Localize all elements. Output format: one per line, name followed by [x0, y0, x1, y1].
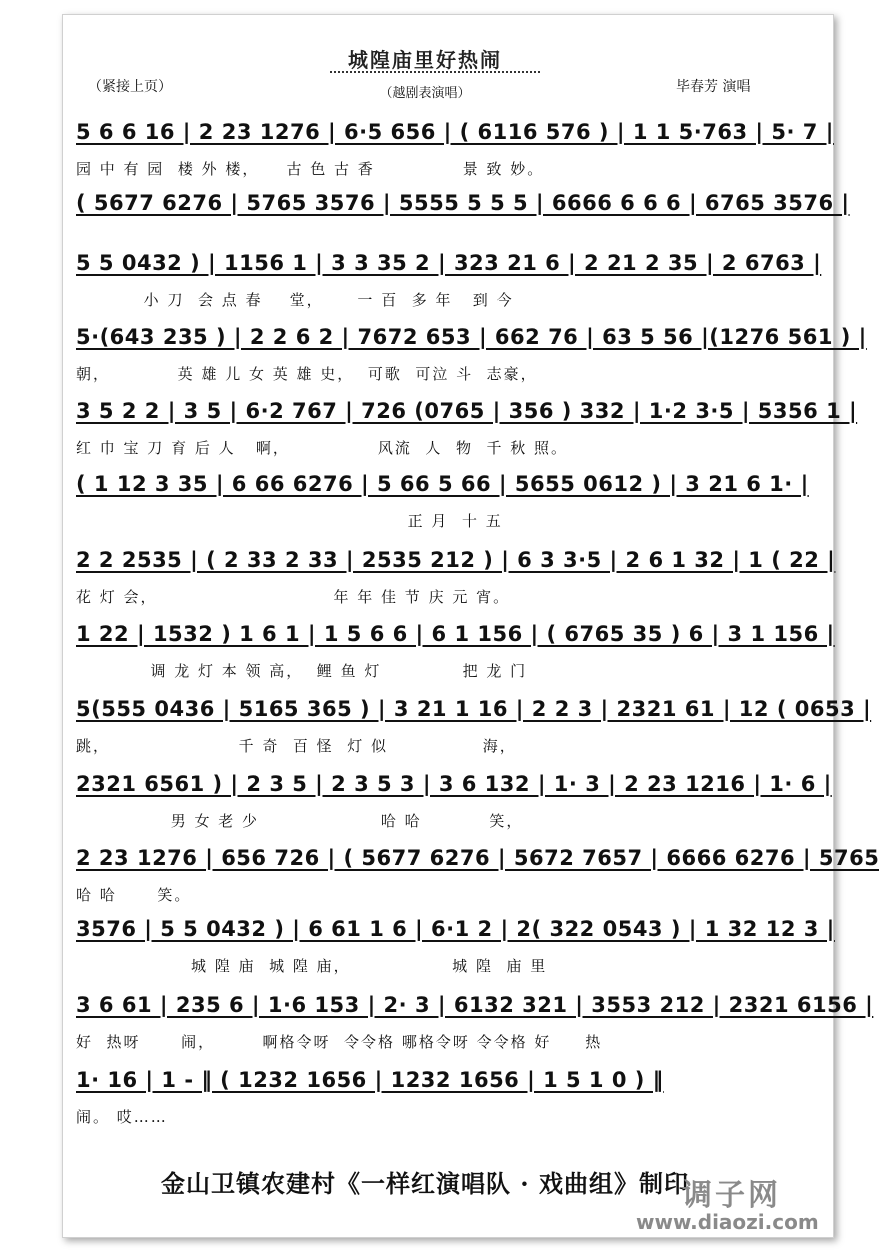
- score-line-6: [76, 472, 809, 544]
- lyrics: 正 月 十 五: [76, 512, 503, 530]
- singer-credit: 毕春芳 演唱: [676, 79, 751, 95]
- numbered-notation: 2 2 2535 | ( 2 33 2 33 | 2535 212 ) | 6 3 3·5 | 2 6 1 32 | 1 ( 22 |: [76, 548, 836, 572]
- score-line-9: [76, 697, 872, 769]
- lyrics: 花 灯 会， 年 年 佳 节 庆 元 宵。: [76, 588, 511, 606]
- numbered-notation: 5·(643 235 ) | 2 2 6 2 | 7672 653 | 662 76 | 63 5 56 |(1276 561 ) |: [76, 325, 867, 349]
- score-line-10: [76, 772, 832, 844]
- lyrics: 园 中 有 园 楼 外 楼， 古 色 古 香 景 致 妙。: [76, 160, 545, 178]
- lyrics: [76, 229, 788, 251]
- lyrics: 城 隍 庙 城 隍 庙， 城 隍 庙 里: [76, 957, 548, 975]
- score-line-3: [76, 251, 822, 323]
- numbered-notation: 3 5 2 2 | 3 5 | 6·2 767 | 726 (0765 | 356 ) 332 | 1·2 3·5 | 5356 1 |: [76, 399, 858, 423]
- score-line-8: [76, 622, 835, 694]
- lyrics: 男 女 老 少 哈 哈 笑，: [76, 812, 524, 830]
- numbered-notation: 3576 | 5 5 0432 ) | 6 61 1 6 | 6·1 2 | 2( 322 0543 ) | 1 32 12 3 |: [76, 917, 835, 941]
- numbered-notation: 2 23 1276 | 656 726 | ( 5677 6276 | 5672 7657 | 6666 6276 | 5765: [76, 846, 879, 870]
- lyrics: 哈 哈 笑。: [76, 886, 192, 904]
- numbered-notation: 3 6 61 | 235 6 | 1·6 153 | 2· 3 | 6132 321 | 3553 212 | 2321 6156 |: [76, 993, 874, 1017]
- watermark-url: www.diaozi.com: [636, 1210, 819, 1234]
- numbered-notation: 5(555 0436 | 5165 365 ) | 3 21 1 16 | 2 2 3 | 2321 61 | 12 ( 0653 |: [76, 697, 872, 721]
- score-line-7: [76, 548, 836, 620]
- numbered-notation: ( 1 12 3 35 | 6 66 6276 | 5 66 5 66 | 5655 0612 ) | 3 21 6 1· |: [76, 472, 809, 496]
- numbered-notation: 5 5 0432 ) | 1156 1 | 3 3 35 2 | 323 21 6 | 2 21 2 35 | 2 6763 |: [76, 251, 822, 275]
- numbered-notation: ( 5677 6276 | 5765 3576 | 5555 5 5 5 | 6666 6 6 6 | 6765 3576 |: [76, 191, 850, 215]
- song-title: 城隍庙里好热闹: [348, 48, 502, 72]
- lyrics: 小 刀 会 点 春 堂， 一 百 多 年 到 今: [76, 291, 514, 309]
- score-line-13: [76, 993, 874, 1065]
- numbered-notation: 5 6 6 16 | 2 23 1276 | 6·5 656 | ( 6116 576 ) | 1 1 5·763 | 5· 7 |: [76, 120, 834, 144]
- lyrics: 红 巾 宝 刀 育 后 人 啊， 风流 人 物 千 秋 照。: [76, 439, 569, 457]
- subtitle: （越剧表演唱）: [379, 86, 471, 101]
- lyrics: 跳， 千 奇 百 怪 灯 似 海，: [76, 737, 517, 755]
- numbered-notation: 2321 6561 ) | 2 3 5 | 2 3 5 3 | 3 6 132 | 1· 3 | 2 23 1216 | 1· 6 |: [76, 772, 832, 796]
- score-line-12: [76, 917, 835, 989]
- score-line-5: [76, 399, 858, 471]
- lyrics: 朝， 英 雄 儿 女 英 雄 史， 可歌 可泣 斗 志豪，: [76, 365, 538, 383]
- score-line-4: [76, 325, 867, 397]
- score-line-1: [76, 120, 834, 192]
- title-underline: [330, 71, 540, 73]
- publisher-footer: 金山卫镇农建村《一样红演唱队 · 戏曲组》制印: [160, 1169, 690, 1198]
- score-line-14: [76, 1068, 788, 1140]
- score-line-11: [76, 846, 879, 918]
- watermark-logo: 调子网: [682, 1178, 781, 1213]
- continued-note: （紧接上页）: [88, 79, 172, 95]
- lyrics: 好 热呀 闹， 啊格令呀 令令格 哪格令呀 令令格 好 热: [76, 1033, 603, 1051]
- lyrics: 调 龙 灯 本 领 高， 鲤 鱼 灯 把 龙 门: [76, 662, 528, 680]
- numbered-notation: 1 22 | 1532 ) 1 6 1 | 1 5 6 6 | 6 1 156 | ( 6765 35 ) 6 | 3 1 156 |: [76, 622, 835, 646]
- numbered-notation: 1· 16 | 1 - ‖ ( 1232 1656 | 1232 1656 | 1 5 1 0 ) ‖: [76, 1068, 664, 1092]
- lyrics: 闹。 哎……: [76, 1108, 168, 1126]
